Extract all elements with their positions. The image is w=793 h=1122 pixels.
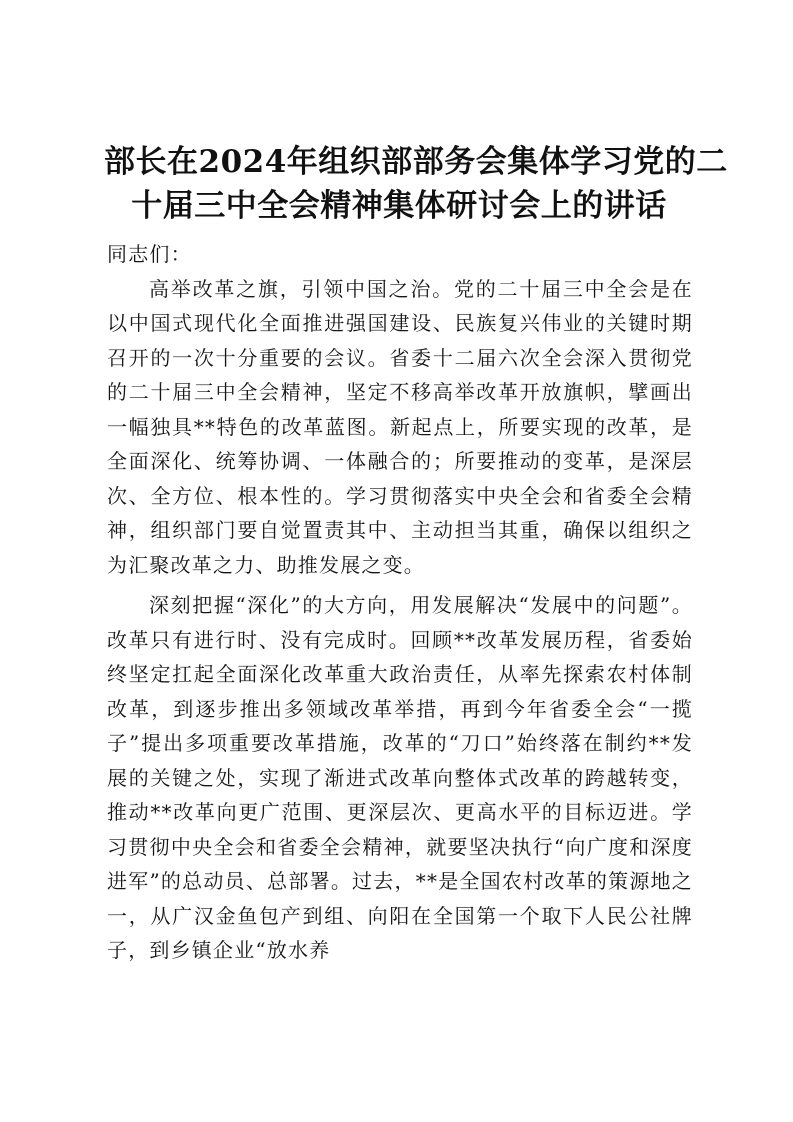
salutation: 同志们： — [107, 242, 192, 266]
document-body — [107, 237, 693, 968]
paragraph-1: 高举改革之旗，引领中国之治。党的二十届三中全会是在以中国式现代化全面推进强国建设、民族复兴伟业的关键时期召开的一次十分重要的会议。省委十二届六次全会深入贯彻党的二十届三中全会精神，坚定不移高举改革开放旗帜，擘画出一幅独具**特色的改革蓝图。新起点上，所要实现的改革，是全面深化、统筹协调、一体融合的；所要推动的变革，是深层次、全方位、根本性的。学习贯彻落实中央全会和省委全会精神，组织部门要自觉置责其中、主动担当其重，确保以组织之为汇聚改革之力、助推发展之变。 — [107, 276, 693, 577]
document-title — [104, 140, 728, 228]
paragraph-2: 深刻把握“深化”的大方向，用发展解决“发展中的问题”。改革只有进行时、没有完成时。回顾**改革发展历程，省委始终坚定扛起全面深化改革重大政治责任，从率先探索农村体制改革，到逐步推出多领域改革举措，再到今年省委全会“一揽子”提出多项重要改革措施，改革的“刀口”始终落在制约**发展的关键之处，实现了渐进式改革向整体式改革的跨越转变，推动**改革向更广范围、更深层次、更高水平的目标迈进。学习贯彻中央全会和省委全会精神，就要坚决执行“向广度和深度进军”的总动员、总部署。过去，**是全国农村改革的策源地之一，从广汉金鱼包产到组、向阳在全国第一个取下人民公社牌子，到乡镇企业“放水养 — [107, 593, 693, 962]
title-line-2: 十届三中全会精神集体研讨会上的讲话 — [131, 188, 667, 224]
title-line-1: 部长在2024年组织部部务会集体学习党的二 — [104, 144, 728, 180]
